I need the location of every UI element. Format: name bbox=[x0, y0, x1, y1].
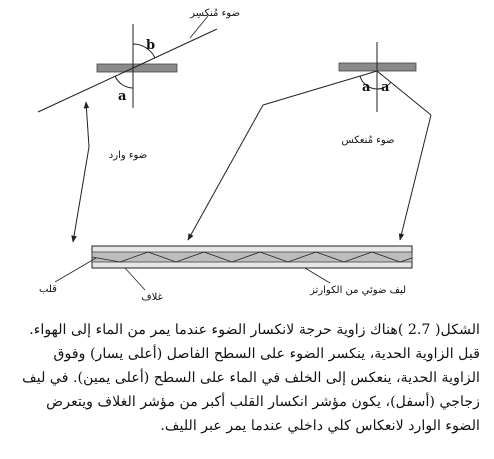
reflection-diagram bbox=[188, 42, 431, 240]
fiber-label: ليف ضوئي من الكوارتز bbox=[309, 285, 407, 296]
fiber-leader-line bbox=[305, 268, 330, 283]
incident-light-label: ضوء وارد bbox=[108, 150, 148, 161]
caption-line: الضوء الوارد لانعكاس كلي داخلي عندما يمر عبر الليف. bbox=[160, 418, 480, 434]
core-label: قلب bbox=[39, 284, 57, 295]
refracted-light-label: ضوء مُنكسِر bbox=[190, 8, 240, 19]
optical-fiber bbox=[39, 246, 412, 303]
right-angle-a-label-right: a bbox=[381, 80, 390, 95]
right-reflected-continuation bbox=[400, 115, 431, 240]
incident-pointer-down bbox=[73, 147, 89, 242]
core-leader-line bbox=[55, 258, 96, 282]
angle-a-arc bbox=[115, 76, 133, 88]
cladding-label: غلاف bbox=[141, 292, 163, 303]
refraction-diagram bbox=[38, 8, 240, 112]
angle-b-label: b bbox=[146, 38, 156, 53]
incident-pointer-up bbox=[86, 102, 89, 147]
caption-line: قبل الزاوية الحدية، ينكسر الضوء على السطح الفاصل (أعلى يسار) وفوق bbox=[53, 346, 480, 362]
incident-light-annotation bbox=[73, 102, 395, 242]
cladding-leader-line bbox=[125, 268, 145, 290]
caption-line: الشكل( 2.7 )هناك زاوية حرجة لانكسار الضوء عندما يمر من الماء إلى الهواء. bbox=[29, 322, 480, 338]
angle-a-label: a bbox=[118, 89, 127, 104]
right-incident-continuation bbox=[188, 105, 263, 240]
caption-line: الزاوية الحدية، ينعكس إلى الخلف في الماء على السطح (أعلى يمين). في ليف bbox=[22, 370, 480, 386]
right-angle-a-label-left: a bbox=[362, 80, 371, 95]
fiber-core bbox=[92, 252, 412, 262]
reflected-light-label: ضوء مُنعكس bbox=[341, 135, 395, 146]
left-interface-surface bbox=[97, 64, 177, 72]
figure-caption bbox=[14, 318, 480, 438]
caption-line: زجاجي (أسفل)، يكون مؤشر انكسار القلب أكبر من مؤشر الغلاف ويتعرض bbox=[46, 394, 480, 410]
